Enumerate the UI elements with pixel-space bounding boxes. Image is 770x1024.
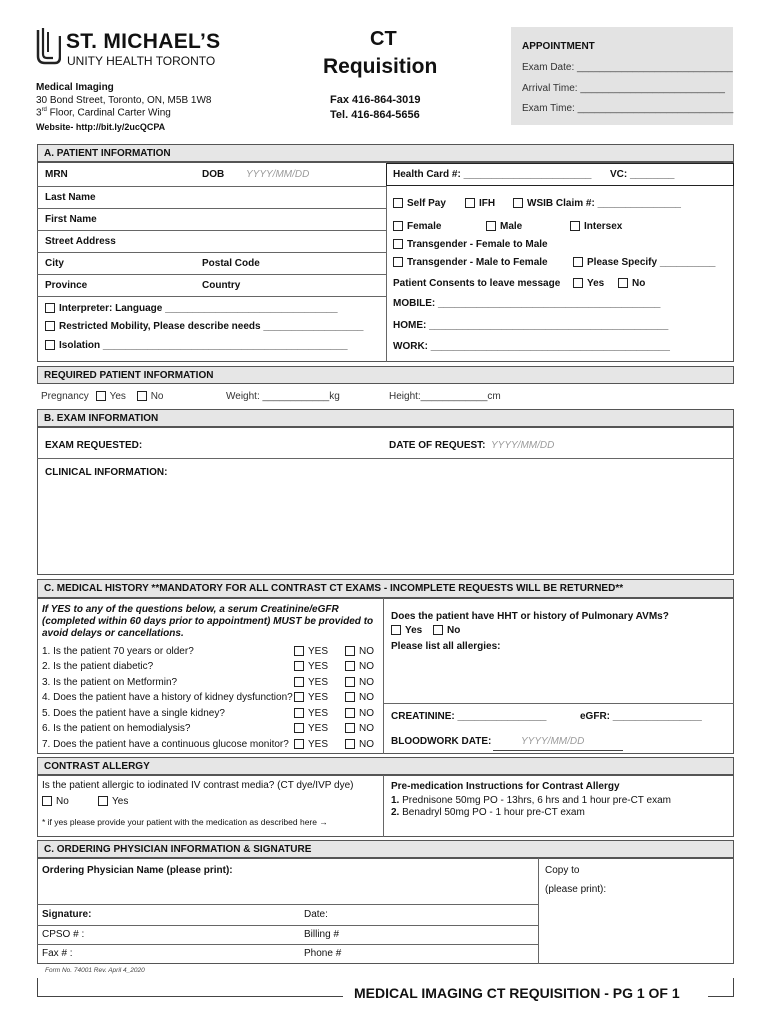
interpreter-checkbox[interactable]	[45, 303, 55, 313]
self-pay-option[interactable]: Self Pay	[393, 198, 446, 209]
city-field[interactable]: City	[45, 258, 64, 269]
wsib-option[interactable]: WSIB Claim #: _______________	[513, 198, 681, 209]
org-name: ST. MICHAEL’S	[66, 30, 221, 53]
bloodwork-date-input[interactable]: YYYY/MM/DD	[521, 736, 585, 747]
fax-field[interactable]: Fax # :	[42, 948, 73, 959]
vc-field[interactable]: VC: ________	[610, 169, 675, 180]
signature-field[interactable]: Signature:	[42, 909, 92, 920]
dob-input[interactable]: YYYY/MM/DD	[246, 169, 310, 180]
please-specify-checkbox[interactable]	[573, 257, 583, 267]
history-note-line2: (completed within 60 days prior to appointment) MUST be provided to	[42, 616, 374, 627]
self-pay-checkbox[interactable]	[393, 198, 403, 208]
bloodwork-date-label: BLOODWORK DATE:	[391, 736, 492, 747]
q6-yes-option[interactable]: YES	[294, 723, 328, 734]
province-field[interactable]: Province	[45, 280, 88, 291]
premed-step-2: 2. Benadryl 50mg PO - 1 hour pre-CT exam	[391, 807, 585, 818]
q7-no-option[interactable]: NO	[345, 739, 374, 750]
consent-yes-option[interactable]: Yes	[573, 278, 604, 289]
contrast-no-checkbox[interactable]	[42, 796, 52, 806]
form-number: Form No. 74001 Rev. April 4_2020	[45, 967, 145, 974]
pregnancy-yes-option[interactable]: Yes	[96, 391, 126, 402]
consent-no-checkbox[interactable]	[618, 278, 628, 288]
patient-info-header: A. PATIENT INFORMATION	[37, 144, 734, 162]
org-sub: UNITY HEALTH TORONTO	[67, 54, 216, 68]
q5-yes-checkbox[interactable]	[294, 708, 304, 718]
home-field[interactable]: HOME: ___________________________________________	[393, 320, 669, 331]
q6-yes-checkbox[interactable]	[294, 723, 304, 733]
question-1: 1. Is the patient 70 years or older?	[42, 646, 194, 657]
contrast-no-option[interactable]: No	[42, 796, 69, 807]
pregnancy-label: Pregnancy	[41, 391, 89, 402]
q3-no-checkbox[interactable]	[345, 677, 355, 687]
postal-code-field[interactable]: Postal Code	[202, 258, 260, 269]
title-requisition: Requisition	[323, 55, 438, 78]
required-info-header: REQUIRED PATIENT INFORMATION	[37, 366, 734, 384]
q4-no-checkbox[interactable]	[345, 692, 355, 702]
egfr-field[interactable]: eGFR: ________________	[580, 711, 702, 722]
female-checkbox[interactable]	[393, 221, 403, 231]
contrast-yes-option[interactable]: Yes	[98, 796, 128, 807]
q1-no-option[interactable]: NO	[345, 646, 374, 657]
male-checkbox[interactable]	[486, 221, 496, 231]
st-michaels-logo-icon	[35, 26, 61, 66]
date-of-request-input[interactable]: YYYY/MM/DD	[491, 440, 555, 451]
q4-yes-checkbox[interactable]	[294, 692, 304, 702]
contrast-allergy-header: CONTRAST ALLERGY	[37, 757, 734, 775]
consent-yes-checkbox[interactable]	[573, 278, 583, 288]
q2-yes-checkbox[interactable]	[294, 661, 304, 671]
date-field[interactable]: Date:	[304, 909, 328, 920]
hht-no-option[interactable]: No	[433, 625, 460, 636]
fax-number: Fax 416-864-3019	[330, 94, 421, 106]
dob-label: DOB	[202, 169, 225, 180]
copy-to-label: Copy to	[545, 865, 580, 876]
consent-label: Patient Consents to leave message	[393, 278, 561, 289]
trans-female-checkbox[interactable]	[393, 239, 403, 249]
footer-title: MEDICAL IMAGING CT REQUISITION - PG 1 OF 1	[354, 985, 680, 1001]
q5-no-option[interactable]: NO	[345, 708, 374, 719]
intersex-option[interactable]: Intersex	[570, 221, 622, 232]
intersex-checkbox[interactable]	[570, 221, 580, 231]
ifh-option[interactable]: IFH	[465, 198, 495, 209]
hht-yes-option[interactable]: Yes	[391, 625, 422, 636]
billing-field[interactable]: Billing #	[304, 929, 340, 940]
q4-no-option[interactable]: NO	[345, 692, 374, 703]
q2-no-checkbox[interactable]	[345, 661, 355, 671]
q4-yes-option[interactable]: YES	[294, 692, 328, 703]
pregnancy-yes-checkbox[interactable]	[96, 391, 106, 401]
weight-field[interactable]: Weight: ____________kg	[226, 391, 340, 402]
question-5: 5. Does the patient have a single kidney?	[42, 708, 225, 719]
q7-yes-checkbox[interactable]	[294, 739, 304, 749]
q2-yes-option[interactable]: YES	[294, 661, 328, 672]
arrival-time-field[interactable]: Arrival Time: __________________________	[522, 83, 725, 94]
copy-to-print-label[interactable]: (please print):	[545, 884, 607, 895]
pregnancy-row	[41, 391, 164, 402]
exam-date-field[interactable]: Exam Date: ____________________________	[522, 62, 733, 73]
exam-info-header: B. EXAM INFORMATION	[37, 409, 734, 427]
last-name-field[interactable]: Last Name	[45, 192, 96, 203]
mobility-option[interactable]: Restricted Mobility, Please describe needs __________________	[45, 321, 363, 332]
history-note-line1: If YES to any of the questions below, a serum Creatinine/eGFR	[42, 604, 339, 615]
q5-no-checkbox[interactable]	[345, 708, 355, 718]
please-specify-option[interactable]: Please Specify __________	[573, 257, 715, 268]
health-card-field[interactable]: Health Card #: _______________________	[393, 169, 592, 180]
question-2: 2. Is the patient diabetic?	[42, 661, 154, 672]
trans-male-option[interactable]: Transgender - Male to Female	[393, 257, 548, 268]
q1-no-checkbox[interactable]	[345, 646, 355, 656]
country-field[interactable]: Country	[202, 280, 241, 291]
question-7: 7. Does the patient have a continuous glucose monitor?	[42, 739, 289, 750]
exam-requested-field[interactable]: EXAM REQUESTED:	[45, 440, 143, 451]
creatinine-field[interactable]: CREATININE: ________________	[391, 711, 547, 722]
hht-no-checkbox[interactable]	[433, 625, 443, 635]
question-4: 4. Does the patient have a history of kidney dysfunction?	[42, 692, 293, 703]
appointment-title: APPOINTMENT	[522, 41, 595, 52]
website-link[interactable]: Website- http://bit.ly/2ucQCPA	[36, 122, 166, 132]
date-of-request-label: DATE OF REQUEST:	[389, 440, 486, 451]
trans-male-checkbox[interactable]	[393, 257, 403, 267]
work-field[interactable]: WORK: ___________________________________________	[393, 341, 670, 352]
physician-header: C. ORDERING PHYSICIAN INFORMATION & SIGNATURE	[37, 840, 734, 858]
contrast-note: * if yes please provide your patient with the medication as described here →	[42, 817, 328, 827]
contrast-yes-checkbox[interactable]	[98, 796, 108, 806]
pregnancy-no-option[interactable]: No	[137, 391, 164, 402]
premed-step-1: 1. Prednisone 50mg PO - 13hrs, 6 hrs and 1 hour pre-CT exam	[391, 795, 671, 806]
history-note-line3: avoid delays or cancellations.	[42, 628, 184, 639]
cpso-field[interactable]: CPSO # :	[42, 929, 85, 940]
allergies-field[interactable]: Please list all allergies:	[391, 641, 501, 652]
isolation-checkbox[interactable]	[45, 340, 55, 350]
height-field[interactable]: Height:____________cm	[389, 391, 501, 402]
wsib-checkbox[interactable]	[513, 198, 523, 208]
question-6: 6. Is the patient on hemodialysis?	[42, 723, 191, 734]
q6-no-checkbox[interactable]	[345, 723, 355, 733]
female-option[interactable]: Female	[393, 221, 441, 232]
interpreter-option[interactable]: Interpreter: Language _______________________________	[45, 303, 338, 314]
contrast-question: Is the patient allergic to iodinated IV contrast media? (CT dye/IVP dye)	[42, 780, 354, 791]
q5-yes-option[interactable]: YES	[294, 708, 328, 719]
medical-history-header: C. MEDICAL HISTORY **MANDATORY FOR ALL CONTRAST CT EXAMS - INCOMPLETE REQUESTS WILL BE RETURNED**	[37, 579, 734, 598]
q3-yes-option[interactable]: YES	[294, 677, 328, 688]
trans-female-option[interactable]: Transgender - Female to Male	[393, 239, 548, 250]
mobile-field[interactable]: MOBILE: ________________________________________	[393, 298, 661, 309]
q3-yes-checkbox[interactable]	[294, 677, 304, 687]
hht-question: Does the patient have HHT or history of Pulmonary AVMs?	[391, 611, 669, 622]
male-option[interactable]: Male	[486, 221, 522, 232]
q7-yes-option[interactable]: YES	[294, 739, 328, 750]
tel-number: Tel. 416-864-5656	[330, 109, 420, 121]
mobility-checkbox[interactable]	[45, 321, 55, 331]
q6-no-option[interactable]: NO	[345, 723, 374, 734]
physician-name-field[interactable]: Ordering Physician Name (please print):	[42, 865, 233, 876]
q1-yes-option[interactable]: YES	[294, 646, 328, 657]
street-address-field[interactable]: Street Address	[45, 236, 116, 247]
dept-name: Medical Imaging	[36, 82, 114, 93]
pregnancy-no-checkbox[interactable]	[137, 391, 147, 401]
hht-yes-checkbox[interactable]	[391, 625, 401, 635]
title-ct: CT	[370, 28, 397, 50]
phone-field[interactable]: Phone #	[304, 948, 342, 959]
q2-no-option[interactable]: NO	[345, 661, 374, 672]
address-line1: 30 Bond Street, Toronto, ON, M5B 1W8	[36, 95, 212, 106]
isolation-option[interactable]: Isolation ____________________________________________	[45, 340, 348, 351]
ifh-checkbox[interactable]	[465, 198, 475, 208]
first-name-field[interactable]: First Name	[45, 214, 97, 225]
clinical-info-field[interactable]: CLINICAL INFORMATION:	[45, 467, 168, 478]
address-line2: 3rd Floor, Cardinal Carter Wing	[36, 107, 171, 119]
consent-no-option[interactable]: No	[618, 278, 645, 289]
premed-title: Pre-medication Instructions for Contrast Allergy	[391, 781, 620, 792]
question-3: 3. Is the patient on Metformin?	[42, 677, 178, 688]
q7-no-checkbox[interactable]	[345, 739, 355, 749]
q1-yes-checkbox[interactable]	[294, 646, 304, 656]
q3-no-option[interactable]: NO	[345, 677, 374, 688]
mrn-label: MRN	[45, 169, 68, 180]
exam-time-field[interactable]: Exam Time: ____________________________	[522, 103, 734, 114]
